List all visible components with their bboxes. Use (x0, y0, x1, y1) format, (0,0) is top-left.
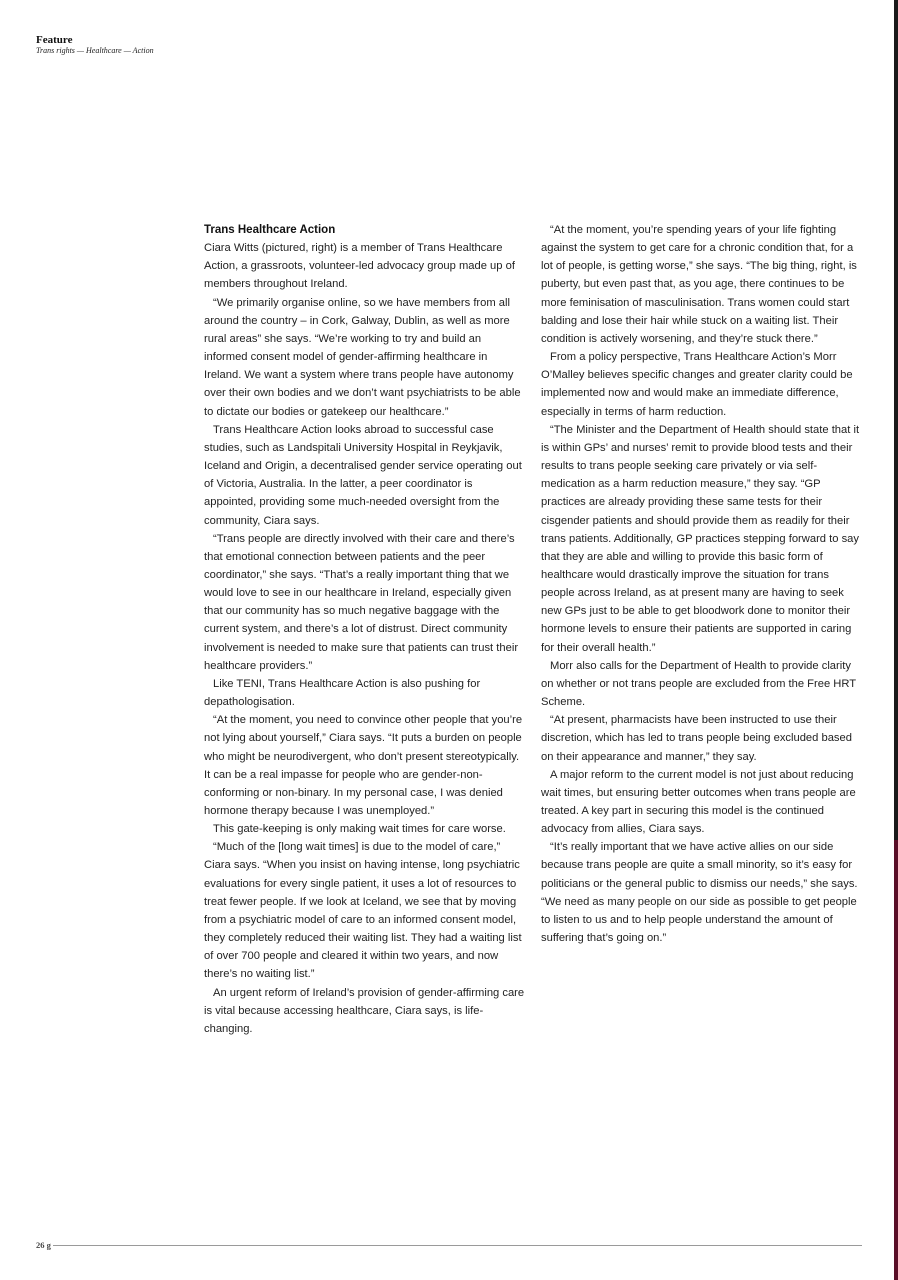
article-column-right (541, 221, 863, 947)
body-paragraph: Morr also calls for the Department of Health to provide clarity on whether or not trans people are excluded from the Free HRT Scheme. (541, 659, 856, 709)
body-paragraph: “Much of the [long wait times] is due to the model of care,” Ciara says. “When you insist on having intense, long psychiatric evaluations for every single patient, it uses a lot of resources to treat fewer people. If we look at Iceland, we see that by moving from a psychiatric model of care to an informed consent model, they completely reduced their waiting list. They had a waiting list of over 700 people and cleared it within two years, and now there’s no waiting list.” (204, 841, 522, 981)
article-column-left (204, 221, 526, 1038)
body-paragraph: “Trans people are directly involved with their care and there’s that emotional connection between patients and the peer coordinator,” she says. “That’s a really important thing that we would love to see in our healthcare in Ireland, especially given that our community has so much negative baggage with the current system, and there’s a lot of distrust. Direct community involvement is needed to make sure that patients can trust their healthcare providers.” (204, 532, 519, 672)
page-footer (36, 1238, 862, 1252)
body-paragraph: “The Minister and the Department of Health should state that it is within GPs’ and nurses’ remit to provide blood tests and their results to trans people seeking care privately or via self-medication as a harm reduction measure,” they say. “GP practices are already providing these same tests for their cisgender patients and should provide them as readily for their trans patients. Additionally, GP practices stepping forward to say that they are able and willing to provide this basic form of healthcare would drastically improve the situation for trans people across Ireland, as at present many are having to seek new GPs just to be able to get bloodwork done to monitor their hormone levels to ensure their patients are supported in caring for their overall health.” (541, 423, 860, 654)
section-tags: Trans rights — Healthcare — Action (36, 46, 154, 55)
body-paragraph: Ciara Witts (pictured, right) is a member of Trans Healthcare Action, a grassroots, volunteer-led advocacy group made up of members throughout Ireland. (204, 242, 515, 291)
body-paragraph: “We primarily organise online, so we have members from all around the country – in Cork, Galway, Dublin, as well as more rural areas” she says. “We’re working to try and build an informed consent model of gender-affirming healthcare in Ireland. We want a system where trans people have autonomy over their own bodies and we don’t want psychiatrists to be able to dictate our bodies or gatekeep our healthcare.” (204, 296, 521, 418)
footer-rule (53, 1245, 862, 1246)
section-label: Feature (36, 34, 73, 46)
body-paragraph: Like TENI, Trans Healthcare Action is also pushing for depathologisation. (204, 677, 481, 709)
page-edge-accent (894, 840, 898, 1280)
body-paragraph: An urgent reform of Ireland’s provision of gender-affirming care is vital because accessing healthcare, Ciara says, is life-changing. (204, 986, 525, 1035)
body-paragraph: “It’s really important that we have active allies on our side because trans people are quite a small minority, so it’s easy for politicians or the general public to dismiss our needs,” she says. “We need as many people on our side as possible to get people to listen to us and to help people understand the amount of suffering that’s going on.” (541, 841, 858, 945)
body-paragraph: “At the moment, you’re spending years of your life fighting against the system to get care for a chronic condition that, for a lot of people, is getting worse,” she says. “The big thing, right, is puberty, but even past that, as you age, there continues to be more feminisation of masculinisation. Trans women could start balding and lose their hair while stuck on a waiting list. Their condition is actively worsening, and they’re stuck there.” (541, 224, 857, 345)
body-paragraph: “At present, pharmacists have been instructed to use their discretion, which has led to trans people being excluded based on their appearance and manner,” they say. (541, 714, 852, 763)
body-paragraph: From a policy perspective, Trans Healthcare Action’s Morr O’Malley believes specific changes and greater clarity could be implemented now and would make an immediate difference, especially in terms of harm reduction. (541, 351, 853, 418)
running-header (36, 34, 154, 56)
article-subheading: Trans Healthcare Action (204, 224, 336, 236)
body-paragraph: A major reform to the current model is not just about reducing wait times, but ensuring better outcomes when trans people are treated. A key part in securing this model is the continued advocacy from allies, Ciara says. (541, 768, 856, 836)
body-paragraph: Trans Healthcare Action looks abroad to successful case studies, such as Landspitali University Hospital in Reykjavik, Iceland and Origin, a decentralised gender service operating out of Victoria, Australia. In the latter, a peer coordinator is appointed, providing some much-needed oversight from the community, Ciara says. (204, 423, 522, 527)
body-paragraph: “At the moment, you need to convince other people that you’re not lying about yourself,” Ciara says. “It puts a burden on people who might be neurodivergent, who don’t present stereotypically. It can be a real impasse for people who are gender-non-conforming or non-binary. In my personal case, I was denied hormone therapy because I was unemployed.” (204, 714, 523, 817)
body-paragraph: This gate-keeping is only making wait times for care worse. (213, 823, 506, 836)
page-number: 26 g (36, 1240, 51, 1250)
